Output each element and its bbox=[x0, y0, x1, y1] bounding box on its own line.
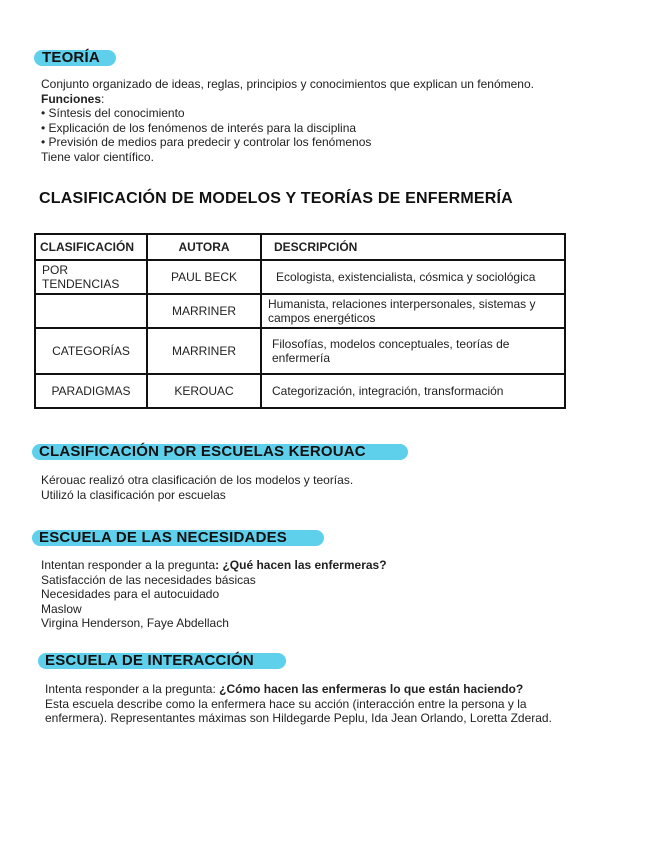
kerouac-title: CLASIFICACIÓN POR ESCUELAS KEROUAC bbox=[39, 443, 366, 460]
cell-autora: MARRINER bbox=[147, 294, 261, 328]
necesidades-line: Maslow bbox=[41, 601, 82, 616]
classification-title: CLASIFICACIÓN DE MODELOS Y TEORÍAS DE ENFERMERÍA bbox=[39, 190, 513, 207]
question-text: ¿Cómo hacen las enfermeras lo que están haciendo? bbox=[219, 682, 524, 696]
header-autora: AUTORA bbox=[147, 234, 261, 260]
question-prefix: Intentan responder a la pregunta bbox=[41, 558, 216, 572]
cell-descripcion: Ecologista, existencialista, cósmica y sociológica bbox=[261, 260, 565, 294]
cell-autora: PAUL BECK bbox=[147, 260, 261, 294]
necesidades-line: Virgina Henderson, Faye Abdellach bbox=[41, 616, 229, 630]
teoria-functions-heading bbox=[41, 92, 534, 107]
question-prefix: Intenta responder a la pregunta: bbox=[45, 682, 220, 696]
cell-descripcion: Humanista, relaciones interpersonales, sistemas y campos energéticos bbox=[261, 294, 565, 328]
cell-clasificacion: POR TENDENCIAS bbox=[35, 260, 147, 294]
teoria-body bbox=[41, 77, 534, 164]
classification-table bbox=[34, 233, 566, 409]
kerouac-line: Kérouac realizó otra clasificación de los modelos y teorías. bbox=[41, 473, 354, 487]
interaccion-question bbox=[45, 682, 552, 697]
header-clasificacion: CLASIFICACIÓN bbox=[35, 234, 147, 260]
teoria-definition: Conjunto organizado de ideas, reglas, principios y conocimientos que explican un fenómeno. bbox=[41, 77, 534, 91]
cell-descripcion: Filosofías, modelos conceptuales, teorías de enfermería bbox=[261, 328, 565, 374]
function-item: • Explicación de los fenómenos de interés para la disciplina bbox=[41, 120, 357, 135]
interaccion-title: ESCUELA DE INTERACCIÓN bbox=[45, 652, 254, 669]
necesidades-question bbox=[41, 558, 387, 573]
interaccion-line: enfermera). Representantes máximas son Hildegarde Peplu, Ida Jean Orlando, Loretta Zderad. bbox=[45, 711, 552, 725]
teoria-note: Tiene valor científico. bbox=[41, 149, 154, 164]
kerouac-line: Utilizó la clasificación por escuelas bbox=[41, 487, 226, 502]
table-header-row bbox=[35, 234, 565, 260]
header-descripcion: DESCRIPCIÓN bbox=[261, 234, 565, 260]
cell-autora: MARRINER bbox=[147, 328, 261, 374]
functions-label: Funciones bbox=[41, 91, 102, 106]
functions-colon: : bbox=[101, 91, 105, 106]
teoria-title: TEORÍA bbox=[42, 49, 100, 66]
function-item: • Previsión de medios para predecir y controlar los fenómenos bbox=[41, 135, 372, 149]
interaccion-line: Esta escuela describe como la enfermera hace su acción (interacción entre la persona y la bbox=[45, 696, 527, 711]
necesidades-body bbox=[41, 558, 387, 631]
necesidades-title: ESCUELA DE LAS NECESIDADES bbox=[39, 529, 288, 546]
necesidades-line: Necesidades para el autocuidado bbox=[41, 587, 220, 601]
table-row bbox=[35, 260, 565, 294]
cell-clasificacion bbox=[35, 294, 147, 328]
cell-clasificacion: PARADIGMAS bbox=[35, 374, 147, 408]
cell-clasificacion: CATEGORÍAS bbox=[35, 328, 147, 374]
table-row bbox=[35, 328, 565, 374]
function-item: • Síntesis del conocimiento bbox=[41, 106, 185, 120]
necesidades-line: Satisfacción de las necesidades básicas bbox=[41, 572, 256, 587]
cell-autora: KEROUAC bbox=[147, 374, 261, 408]
interaccion-body bbox=[45, 682, 552, 726]
table-row bbox=[35, 294, 565, 328]
table-row bbox=[35, 374, 565, 408]
kerouac-body bbox=[41, 473, 353, 502]
cell-descripcion: Categorización, integración, transformación bbox=[261, 374, 565, 408]
question-text: : ¿Qué hacen las enfermeras? bbox=[215, 558, 387, 572]
